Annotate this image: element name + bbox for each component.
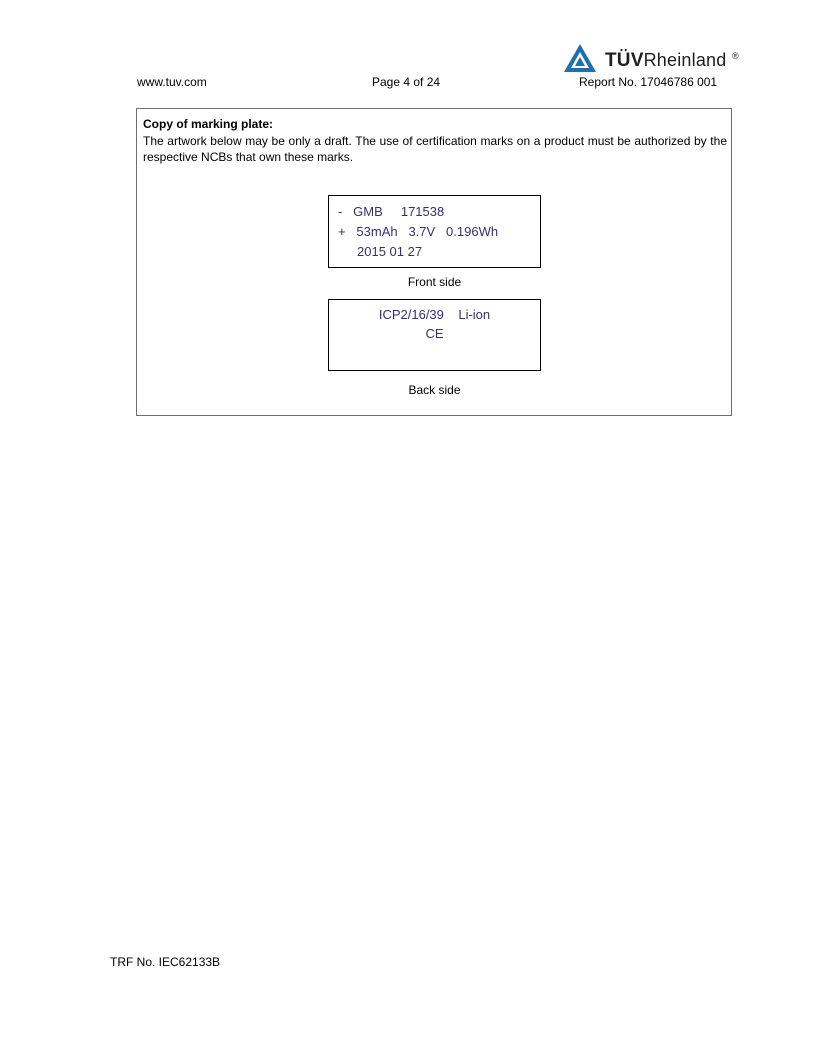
front-plate-line-1: - GMB 171538 (338, 204, 445, 219)
header-report-number: Report No. 17046786 001 (579, 75, 718, 89)
back-plate-line-2: CE (425, 326, 444, 341)
footer-trf-number: TRF No. IEC62133B (110, 955, 221, 969)
back-side-caption: Back side (408, 383, 461, 397)
triangle-logo-icon (562, 42, 598, 74)
logo-brand-text (605, 50, 726, 71)
front-plate-line-3: 2015 01 27 (357, 244, 423, 259)
header-page-number: Page 4 of 24 (372, 75, 441, 89)
registered-mark: ® (732, 51, 739, 61)
header-website: www.tuv.com (137, 75, 207, 89)
tuv-rheinland-logo (562, 42, 744, 74)
marking-plate-title: Copy of marking plate: (143, 117, 274, 131)
front-plate-line-2: + 53mAh 3.7V 0.196Wh (338, 224, 499, 239)
marking-plate-box (136, 108, 732, 416)
logo-brand-regular: Rheinland (643, 50, 727, 70)
marking-plate-description: The artwork below may be only a draft. The use of certification marks on a product must be authorized by the respective NCBs that own these marks. (143, 134, 727, 164)
back-plate-line-1: ICP2/16/39 Li-ion (378, 307, 491, 322)
front-side-caption: Front side (407, 275, 462, 289)
back-side-plate (328, 299, 541, 371)
front-side-plate (328, 195, 541, 268)
logo-brand-bold: TÜV (605, 50, 644, 71)
